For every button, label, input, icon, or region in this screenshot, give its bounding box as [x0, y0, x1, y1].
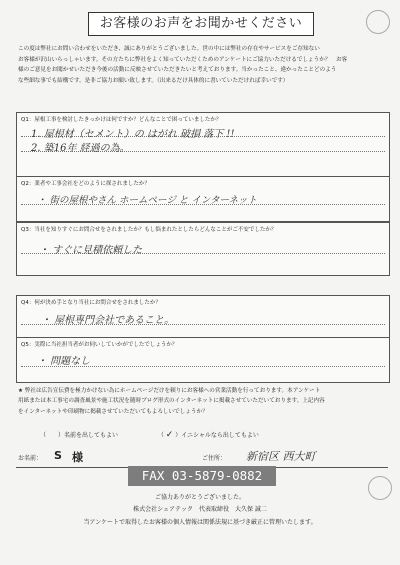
answer-text: ・ 街の屋根やさん ホームページ と インターネット	[37, 195, 258, 206]
address-value: 新宿区 西大町	[246, 450, 316, 463]
question-label: Q1：屋根工事を検討したきっかけは何ですか？どんなことで困っていましたか？	[21, 117, 222, 123]
corner-stamp-icon	[366, 10, 390, 34]
notice-line: 用紙または本工事宅の調査風景や施工状況を随時ブログ形式のインターネットに掲載させていただいております。上記内容	[18, 398, 325, 405]
question-label: Q2：業者や工事会社をどのように探されましたか？	[21, 181, 150, 187]
intro-line: この度は弊社にお問い合わせをいただき、誠にありがとうございました。世の中には弊社の存在やサービスをご存知ない	[18, 46, 320, 52]
name-suffix: 様	[72, 451, 83, 464]
question-label: Q5：実際に当社担当者がお伺いしていかがでしたでしょうか？	[21, 342, 178, 348]
intro-line: 様のご意見をお聞かせいただき今後の活動に反映させていただきたいと考えております。当かったこと、違かったことどのよう	[18, 67, 337, 73]
answer-text: ・ 屋根専門会社であること。	[41, 315, 175, 326]
name-ok-label: 名前を出してもよい	[64, 432, 119, 439]
intro-line: な些細な事でも結構です。是非ご協力お願い致します。（出来るだけ具体的に書いていただければ幸いです）	[18, 77, 289, 84]
question-box-q3	[16, 222, 390, 276]
question-label: Q4：何が決め手となり当社にお問合せをされましたか？	[21, 300, 161, 306]
fax-number: FAX 03-5879-0882	[128, 466, 276, 486]
intro-text	[18, 44, 388, 86]
check-mark-icon: ✓	[165, 430, 174, 440]
name-value: S	[54, 449, 62, 462]
answer-text: 1. 屋根材（セメント）の はがれ 破損 落下 !!	[31, 129, 235, 140]
page-title: お客様のお声をお聞かせください	[88, 12, 314, 36]
footer-thanks: ご協力ありがとうございました。	[154, 494, 245, 501]
publication-notice	[18, 386, 388, 417]
address-label: ご住所：	[202, 455, 227, 462]
initial-ok-checkbox[interactable]: （ ✓ ）	[157, 430, 182, 440]
answer-text: ・ 問題なし	[37, 356, 91, 367]
question-label: Q3：当社を知りすぐにお問合せをされましたか？もし悩まれたとしたらどんなことがご不安でしたか？	[21, 227, 277, 233]
notice-line: ★ 弊社は広告宣伝費を極力かけない為にホームページだけを頼りにお客様への営業活動を行っております。本アンケート	[18, 388, 321, 394]
question-box-q5	[16, 337, 390, 383]
publication-options	[40, 430, 259, 440]
notice-line: をインターネットや印刷物に掲載させていただいてもよろしいでしょうか？	[18, 408, 208, 415]
name-label: お名前：	[18, 455, 43, 462]
seal-stamp-icon	[368, 476, 392, 500]
question-box-q1	[16, 112, 390, 178]
intro-line: お客様が沢山いらっしゃいます。その方たちに弊社をよく知っていただくためのアンケートにご協力いただけるでしょうか？ お客	[18, 56, 348, 63]
footer-company: 株式会社シェアテック 代表取締役 大久保 誠二	[133, 506, 267, 513]
initial-ok-label: イニシャルなら出してもよい	[181, 432, 259, 439]
customer-info-row	[16, 447, 388, 468]
question-box-q4	[16, 295, 390, 339]
answer-text: ・ すぐに見積依頼した	[39, 245, 143, 256]
name-ok-checkbox[interactable]: （ ）	[40, 432, 65, 439]
question-box-q2	[16, 176, 390, 222]
footer-privacy: 当アンケートで取得したお客様の個人情報は関係法規に基づき厳正に管理いたします。	[83, 519, 317, 526]
answer-text: 2. 築16年 経過の為。	[31, 143, 130, 154]
